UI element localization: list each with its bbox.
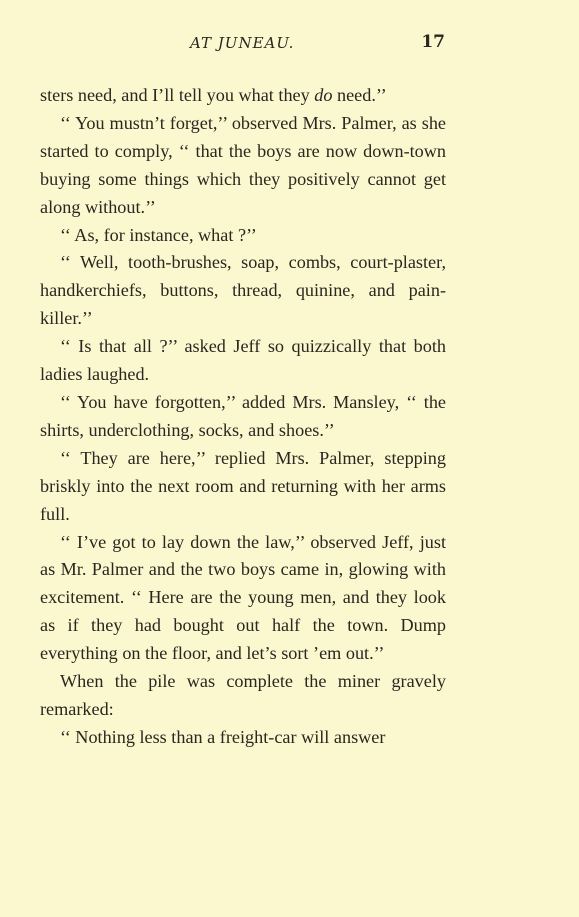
paragraph: ‘‘ They are here,’’ replied Mrs. Palmer, stepping briskly into the next room and returning with her arms full. — [40, 447, 446, 524]
paragraph: ‘‘ You mustn’t forget,’’ observed Mrs. Palmer, as she started to comply, ‘‘ that the boys are now down-town buying some things which they positively cannot get along without.’’ — [40, 112, 446, 217]
paragraph: ‘‘ Is that all ?’’ asked Jeff so quizzically that both ladies laughed. — [40, 336, 446, 385]
running-head: AT JUNEAU. — [190, 34, 295, 52]
paragraph: ‘‘ Nothing less than a freight-car will answer — [60, 726, 386, 747]
paragraph: ‘‘ I’ve got to lay down the law,’’ observed Jeff, just as Mr. Palmer and the two boys came in, glowing with excitement. ‘‘ Here are the young men, and they look as if they had bought out half the town. Dump everything on the floor, and let’s sort ’em out.’’ — [40, 531, 446, 664]
paragraph: ‘‘ As, for instance, what ?’’ — [60, 224, 257, 245]
page-number: 17 — [421, 32, 445, 52]
paragraph: ‘‘ Well, tooth-brushes, soap, combs, court-plaster, handkerchiefs, buttons, thread, quinine, and pain-killer.’’ — [40, 252, 446, 329]
paragraph: When the pile was complete the miner gravely remarked: — [40, 671, 446, 719]
paragraph: sters need, and I’ll tell you what they do need.’’ — [40, 85, 387, 105]
body-text — [40, 82, 446, 752]
paragraph: ‘‘ You have forgotten,’’ added Mrs. Mansley, ‘‘ the shirts, underclothing, socks, and shoes.’’ — [40, 391, 446, 440]
page-header — [40, 34, 445, 58]
